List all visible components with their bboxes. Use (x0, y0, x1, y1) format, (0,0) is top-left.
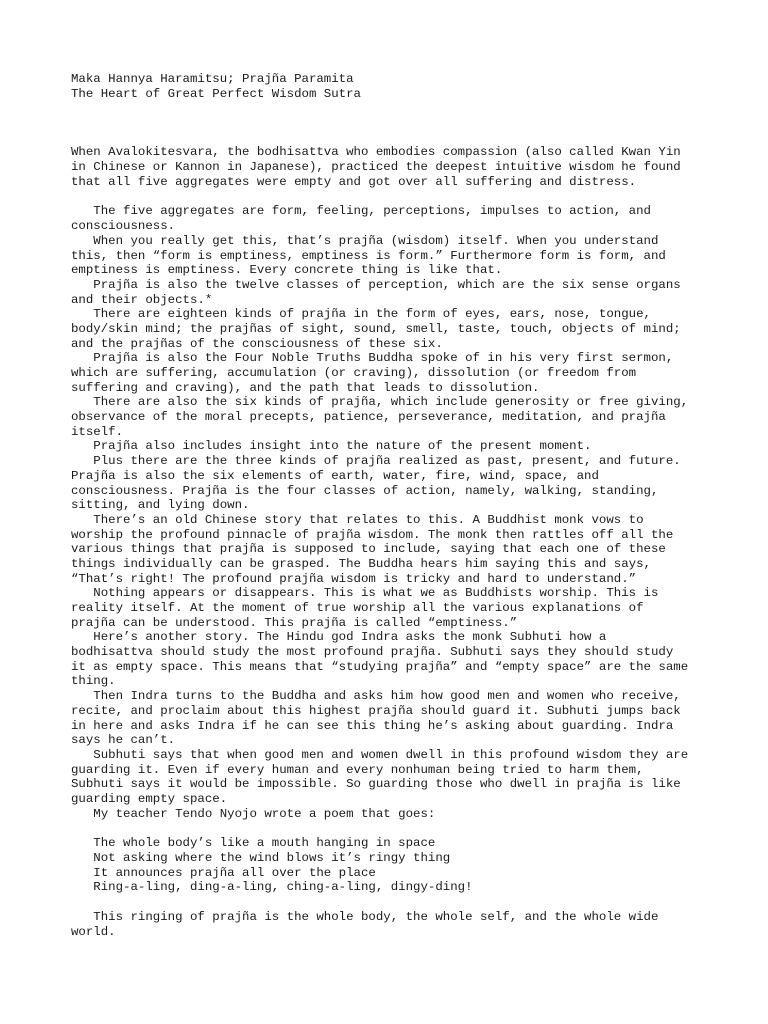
text-line: bodhisattva should study the most profound prajña. Subhuti says they should study (71, 645, 674, 660)
text-line: body/skin mind; the prajñas of sight, sound, smell, taste, touch, objects of mind; (71, 321, 681, 336)
text-line: Here’s another story. The Hindu god Indra asks the monk Subhuti how a (71, 630, 607, 645)
text-line: in Chinese or Kannon in Japanese), practiced the deepest intuitive wisdom he found (71, 160, 681, 175)
text-line: My teacher Tendo Nyojo wrote a poem that goes: (71, 806, 436, 821)
spacer (71, 821, 761, 836)
text-line: thing. (71, 674, 116, 689)
text-line: world. (71, 924, 116, 939)
text-line: guarding empty space. (71, 791, 228, 806)
intro-paragraph (71, 145, 761, 189)
text-line: This ringing of prajña is the whole body, the whole self, and the whole wide (71, 910, 659, 925)
text-line: Nothing appears or disappears. This is what we as Buddhists worship. This is (71, 586, 659, 601)
spacer (71, 895, 761, 910)
text-line: things individually can be grasped. The Buddha hears him saying this and says, (71, 556, 651, 571)
spacer (71, 101, 761, 145)
text-line: which are suffering, accumulation (or craving), dissolution (or freedom from (71, 366, 637, 380)
text-line: sitting, and lying down. (71, 498, 250, 513)
text-line: consciousness. Prajña is the four classes of action, namely, walking, standing, (71, 483, 659, 498)
text-line: guarding it. Even if every human and every nonhuman being tried to harm them, (71, 762, 644, 777)
text-line: Plus there are the three kinds of prajña realized as past, present, and future. (71, 454, 681, 469)
text-line: Then Indra turns to the Buddha and asks him how good men and women who receive, (71, 689, 681, 704)
text-line: suffering and craving), and the path that leads to dissolution. (71, 380, 540, 395)
poem-line: It announces prajña all over the place (71, 865, 376, 880)
poem-line: Ring-a-ling, ding-a-ling, ching-a-ling, dingy-ding! (71, 880, 473, 895)
text-line: that all five aggregates were empty and got over all suffering and distress. (71, 174, 637, 189)
text-line: consciousness. (71, 219, 176, 234)
text-line: Prajña also includes insight into the nature of the present moment. (71, 439, 592, 454)
text-line: this, then “form is emptiness, emptiness is form.” Furthermore form is form, and (71, 248, 666, 263)
text-line: recite, and proclaim about this highest prajña should guard it. Subhuti jumps back (71, 703, 681, 718)
text-line: “That’s right! The profound prajña wisdom is tricky and hard to understand.” (71, 571, 637, 586)
text-line: says he can’t. (71, 733, 176, 748)
text-line: prajña can be understood. This prajña is called “emptiness.” (71, 615, 518, 630)
document-text (71, 72, 761, 939)
closing-paragraph (71, 910, 761, 939)
body-text (71, 204, 761, 821)
text-line: Subhuti says that when good men and women dwell in this profound wisdom they are (71, 747, 689, 762)
text-line: itself. (71, 424, 124, 439)
poem-line: Not asking where the wind blows it’s ringy thing (71, 851, 451, 865)
text-line: in here and asks Indra if he can see this thing he’s asking about guarding. Indra (71, 718, 674, 733)
text-line: Prajña is also the six elements of earth, water, fire, wind, space, and (71, 468, 599, 483)
text-line: reality itself. At the moment of true worship all the various explanations of (71, 601, 644, 615)
text-line: When you really get this, that’s prajña (wisdom) itself. When you understand (71, 233, 659, 248)
text-line: worship the profound pinnacle of prajña wisdom. The monk then rattles off all the (71, 527, 674, 542)
text-line: various things that prajña is supposed to include, saying that each one of these (71, 542, 666, 557)
spacer (71, 189, 761, 204)
text-line: and their objects.* (71, 292, 213, 307)
poem (71, 836, 761, 895)
text-line: it as empty space. This means that “studying prajña” and “empty space” are the same (71, 659, 689, 674)
text-line: The five aggregates are form, feeling, perceptions, impulses to action, and (71, 204, 651, 219)
text-line: emptiness is emptiness. Every concrete thing is like that. (71, 263, 503, 278)
text-line: There are eighteen kinds of prajña in the form of eyes, ears, nose, tongue, (71, 307, 651, 322)
text-line: There are also the six kinds of prajña, which include generosity or free giving, (71, 395, 689, 410)
poem-line: The whole body’s like a mouth hanging in space (71, 836, 436, 851)
text-line: Subhuti says it would be impossible. So guarding those who dwell in prajña is like (71, 777, 681, 792)
document-title (71, 72, 761, 101)
text-line: Prajña is also the Four Noble Truths Buddha spoke of in his very first sermon, (71, 351, 674, 366)
text-line: and the prajñas of the consciousness of these six. (71, 336, 443, 351)
text-line: There’s an old Chinese story that relates to this. A Buddhist monk vows to (71, 512, 644, 527)
title-line: Maka Hannya Haramitsu; Prajña Paramita (71, 72, 354, 86)
text-line: When Avalokitesvara, the bodhisattva who embodies compassion (also called Kwan Yin (71, 145, 681, 160)
text-line: observance of the moral precepts, patience, perseverance, meditation, and prajña (71, 410, 666, 425)
text-line: Prajña is also the twelve classes of perception, which are the six sense organs (71, 277, 681, 292)
subtitle-line: The Heart of Great Perfect Wisdom Sutra (71, 86, 361, 101)
